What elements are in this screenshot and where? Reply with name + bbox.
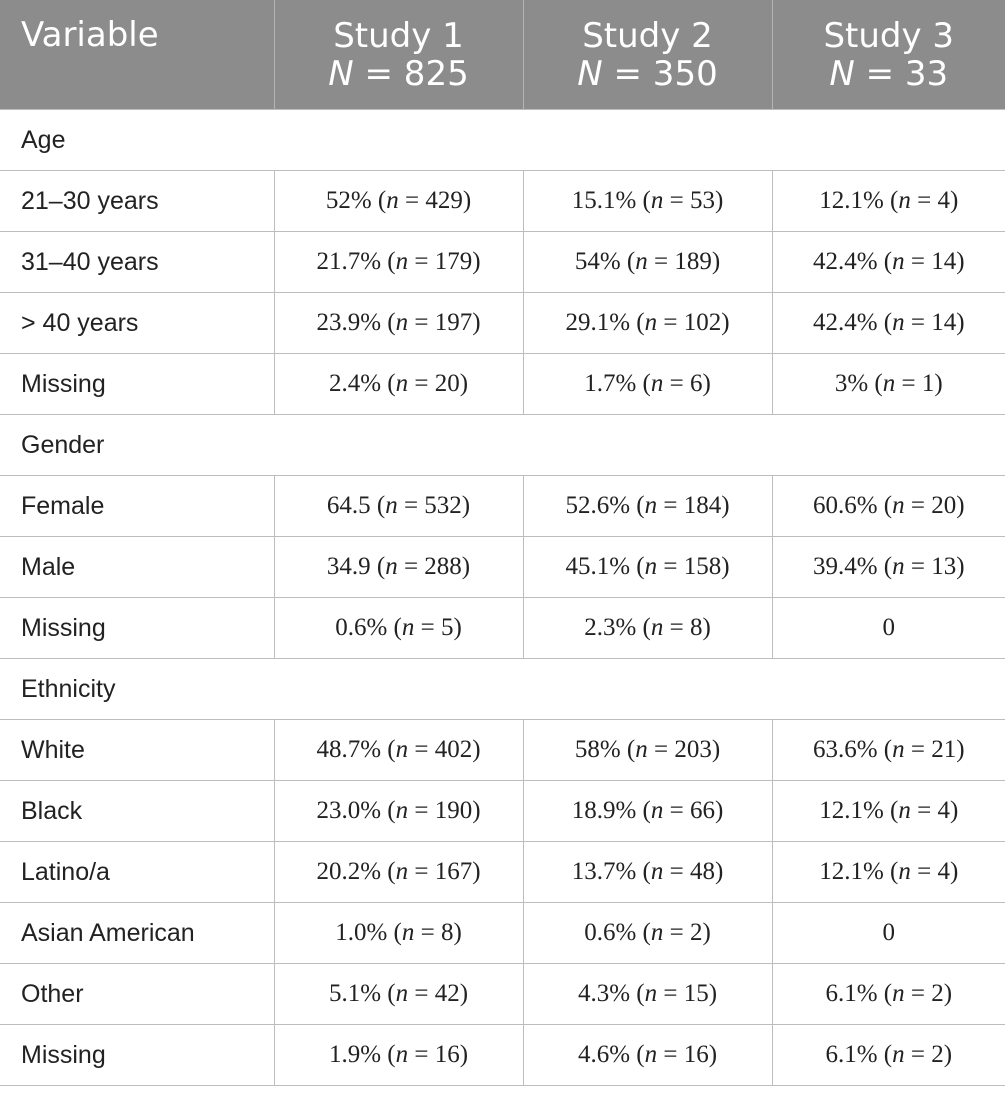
study-2-value xyxy=(523,354,772,415)
section-title: Gender xyxy=(0,415,1005,476)
row-label: Missing xyxy=(0,1025,274,1086)
value-percent: 2.4% ( xyxy=(328,370,396,397)
study-1-value xyxy=(274,476,523,537)
value-percent: 23.0% ( xyxy=(316,797,396,824)
row-label: Male xyxy=(0,537,274,598)
table-row xyxy=(0,598,1005,659)
value-percent: 5.1% ( xyxy=(328,980,396,1007)
study-2-value xyxy=(523,903,772,964)
n-symbol: n xyxy=(395,370,409,397)
value-count: = 203) xyxy=(647,736,721,763)
value-percent: 29.1% ( xyxy=(565,309,645,336)
value-percent: 39.4% ( xyxy=(812,553,893,580)
n-symbol: n xyxy=(650,187,664,214)
value-count: = 184) xyxy=(657,492,730,519)
n-symbol: n xyxy=(401,919,415,946)
value-percent: 12.1% ( xyxy=(819,187,899,214)
study-3-value xyxy=(772,171,1005,232)
header-study-1 xyxy=(274,0,523,110)
value-percent: 23.9% ( xyxy=(316,309,396,336)
row-label: 21–30 years xyxy=(0,171,274,232)
row-label: 31–40 years xyxy=(0,232,274,293)
value-count: = 5) xyxy=(414,614,462,641)
section-title: Age xyxy=(0,110,1005,171)
value-percent: 45.1% ( xyxy=(565,553,645,580)
value-count: = 42) xyxy=(408,980,469,1007)
n-symbol: n xyxy=(892,492,905,519)
n-symbol: N xyxy=(328,53,354,94)
value-percent: 63.6% ( xyxy=(812,736,893,763)
value-count: = 429) xyxy=(398,187,472,214)
table-row xyxy=(0,1025,1005,1086)
n-symbol: n xyxy=(644,492,658,519)
value-count: = 48) xyxy=(663,858,724,885)
row-label: Other xyxy=(0,964,274,1025)
header-study-3 xyxy=(772,0,1005,110)
value-count: = 4) xyxy=(910,187,959,214)
value-percent: 48.7% ( xyxy=(316,736,396,763)
study-2-value xyxy=(523,720,772,781)
study-1-value xyxy=(274,781,523,842)
study-3-value xyxy=(772,720,1005,781)
value-percent: 34.9 ( xyxy=(326,553,386,580)
value-percent: 21.7% ( xyxy=(316,248,396,275)
row-label: Missing xyxy=(0,598,274,659)
value-count: = 2) xyxy=(904,980,953,1007)
row-label: Missing xyxy=(0,354,274,415)
row-label: Latino/a xyxy=(0,842,274,903)
n-symbol: n xyxy=(650,858,664,885)
n-symbol: n xyxy=(892,1041,905,1068)
study-2-value xyxy=(523,476,772,537)
n-symbol: n xyxy=(395,309,409,336)
value-percent: 12.1% ( xyxy=(819,858,899,885)
row-label: Black xyxy=(0,781,274,842)
n-symbol: n xyxy=(892,553,905,580)
study-2-value xyxy=(523,842,772,903)
n-symbol: n xyxy=(401,614,415,641)
value-count: = 197) xyxy=(408,309,481,336)
value-count: = 167) xyxy=(408,858,481,885)
value-percent: 13.7% ( xyxy=(571,858,651,885)
value-count: = 2) xyxy=(663,919,711,946)
study-2-value xyxy=(523,781,772,842)
study-2-value xyxy=(523,598,772,659)
value-percent: 0 xyxy=(882,919,895,946)
n-symbol: n xyxy=(650,370,664,397)
study-3-value xyxy=(772,1025,1005,1086)
value-count: = 13) xyxy=(904,553,965,580)
study-1-value xyxy=(274,232,523,293)
value-count: = 66) xyxy=(663,797,724,824)
value-count: = 179) xyxy=(408,248,481,275)
value-count: = 53) xyxy=(663,187,724,214)
n-symbol: n xyxy=(650,919,664,946)
value-percent: 42.4% ( xyxy=(812,248,893,275)
study-1-value xyxy=(274,354,523,415)
value-percent: 58% ( xyxy=(574,736,636,763)
n-symbol: n xyxy=(882,370,896,397)
row-label: > 40 years xyxy=(0,293,274,354)
value-percent: 64.5 ( xyxy=(326,492,386,519)
study-sample-size xyxy=(524,55,772,93)
study-1-value xyxy=(274,293,523,354)
table-row xyxy=(0,903,1005,964)
value-count: = 288) xyxy=(397,553,471,580)
value-percent: 42.4% ( xyxy=(812,309,893,336)
n-symbol: n xyxy=(395,736,409,763)
section-row-ethnicity xyxy=(0,659,1005,720)
value-count: = 2) xyxy=(904,1041,953,1068)
n-symbol: n xyxy=(898,858,911,885)
row-label: Female xyxy=(0,476,274,537)
value-count: = 102) xyxy=(657,309,730,336)
study-1-value xyxy=(274,903,523,964)
table-body xyxy=(0,110,1005,1086)
table-row xyxy=(0,232,1005,293)
study-1-value xyxy=(274,171,523,232)
table-row xyxy=(0,171,1005,232)
study-3-value xyxy=(772,232,1005,293)
section-title: Ethnicity xyxy=(0,659,1005,720)
n-symbol: n xyxy=(395,980,409,1007)
n-symbol: n xyxy=(395,797,409,824)
value-percent: 54% ( xyxy=(574,248,636,275)
n-symbol: n xyxy=(385,492,398,519)
value-count: = 4) xyxy=(910,858,959,885)
value-count: = 6) xyxy=(663,370,711,397)
study-2-value xyxy=(523,171,772,232)
study-1-value xyxy=(274,964,523,1025)
table-row xyxy=(0,781,1005,842)
n-symbol: n xyxy=(892,248,905,275)
value-percent: 4.3% ( xyxy=(577,980,645,1007)
value-count: = 20) xyxy=(904,492,965,519)
table-row xyxy=(0,476,1005,537)
value-count: = 14) xyxy=(904,248,965,275)
value-percent: 52% ( xyxy=(325,187,387,214)
value-percent: 1.9% ( xyxy=(328,1041,396,1068)
value-count: = 190) xyxy=(408,797,481,824)
value-count: = 15) xyxy=(657,980,718,1007)
value-count: = 8) xyxy=(414,919,462,946)
table-row xyxy=(0,354,1005,415)
n-value: = 350 xyxy=(613,53,718,94)
study-2-value xyxy=(523,293,772,354)
n-symbol: n xyxy=(644,980,658,1007)
value-count: = 16) xyxy=(657,1041,718,1068)
n-symbol: N xyxy=(829,53,855,94)
table-row xyxy=(0,720,1005,781)
study-3-value xyxy=(772,781,1005,842)
study-sample-size xyxy=(773,55,1005,93)
study-name: Study 3 xyxy=(823,15,955,56)
value-count: = 20) xyxy=(408,370,469,397)
n-value: = 33 xyxy=(865,53,949,94)
n-symbol: n xyxy=(650,797,664,824)
value-count: = 532) xyxy=(397,492,471,519)
header-study-2 xyxy=(523,0,772,110)
value-percent: 0.6% ( xyxy=(335,614,402,641)
value-count: = 14) xyxy=(904,309,965,336)
study-3-value xyxy=(772,354,1005,415)
study-2-value xyxy=(523,537,772,598)
n-symbol: n xyxy=(892,736,905,763)
value-count: = 402) xyxy=(408,736,481,763)
header-row xyxy=(0,0,1005,110)
n-symbol: n xyxy=(644,1041,658,1068)
value-count: = 8) xyxy=(663,614,711,641)
study-3-value xyxy=(772,598,1005,659)
study-3-value xyxy=(772,964,1005,1025)
study-name: Study 2 xyxy=(582,15,713,56)
study-3-value xyxy=(772,842,1005,903)
study-1-value xyxy=(274,842,523,903)
study-name: Study 1 xyxy=(333,15,464,56)
n-symbol: n xyxy=(892,980,905,1007)
value-percent: 15.1% ( xyxy=(571,187,651,214)
value-percent: 20.2% ( xyxy=(316,858,396,885)
n-value: = 825 xyxy=(364,53,469,94)
value-count: = 4) xyxy=(910,797,959,824)
study-sample-size xyxy=(275,55,523,93)
table-row xyxy=(0,964,1005,1025)
header-variable: Variable xyxy=(0,0,274,110)
value-percent: 0.6% ( xyxy=(584,919,651,946)
value-percent: 52.6% ( xyxy=(565,492,645,519)
n-symbol: n xyxy=(898,797,911,824)
value-percent: 18.9% ( xyxy=(571,797,651,824)
study-3-value xyxy=(772,476,1005,537)
value-count: = 21) xyxy=(904,736,965,763)
section-row-gender xyxy=(0,415,1005,476)
section-row-age xyxy=(0,110,1005,171)
study-3-value xyxy=(772,537,1005,598)
n-symbol: N xyxy=(577,53,603,94)
value-percent: 2.3% ( xyxy=(584,614,651,641)
study-2-value xyxy=(523,232,772,293)
study-1-value xyxy=(274,1025,523,1086)
table-row xyxy=(0,293,1005,354)
value-percent: 1.0% ( xyxy=(335,919,402,946)
study-2-value xyxy=(523,964,772,1025)
n-symbol: n xyxy=(386,187,399,214)
value-percent: 3% ( xyxy=(834,370,883,397)
n-symbol: n xyxy=(395,248,409,275)
n-symbol: n xyxy=(898,187,911,214)
n-symbol: n xyxy=(395,858,409,885)
n-symbol: n xyxy=(385,553,398,580)
study-1-value xyxy=(274,598,523,659)
n-symbol: n xyxy=(892,309,905,336)
value-count: = 1) xyxy=(895,370,943,397)
row-label: Asian American xyxy=(0,903,274,964)
n-symbol: n xyxy=(635,248,648,275)
value-percent: 60.6% ( xyxy=(812,492,893,519)
n-symbol: n xyxy=(644,309,658,336)
value-count: = 16) xyxy=(408,1041,469,1068)
row-label: White xyxy=(0,720,274,781)
value-percent: 12.1% ( xyxy=(819,797,899,824)
table-row xyxy=(0,537,1005,598)
value-percent: 4.6% ( xyxy=(577,1041,645,1068)
study-1-value xyxy=(274,537,523,598)
table-row xyxy=(0,842,1005,903)
n-symbol: n xyxy=(395,1041,409,1068)
value-count: = 158) xyxy=(657,553,730,580)
value-percent: 6.1% ( xyxy=(825,1041,893,1068)
study-3-value xyxy=(772,293,1005,354)
value-percent: 1.7% ( xyxy=(584,370,651,397)
n-symbol: n xyxy=(644,553,658,580)
study-2-value xyxy=(523,1025,772,1086)
value-count: = 189) xyxy=(647,248,721,275)
value-percent: 0 xyxy=(882,614,895,641)
value-percent: 6.1% ( xyxy=(825,980,893,1007)
study-1-value xyxy=(274,720,523,781)
n-symbol: n xyxy=(635,736,648,763)
n-symbol: n xyxy=(650,614,664,641)
study-3-value xyxy=(772,903,1005,964)
